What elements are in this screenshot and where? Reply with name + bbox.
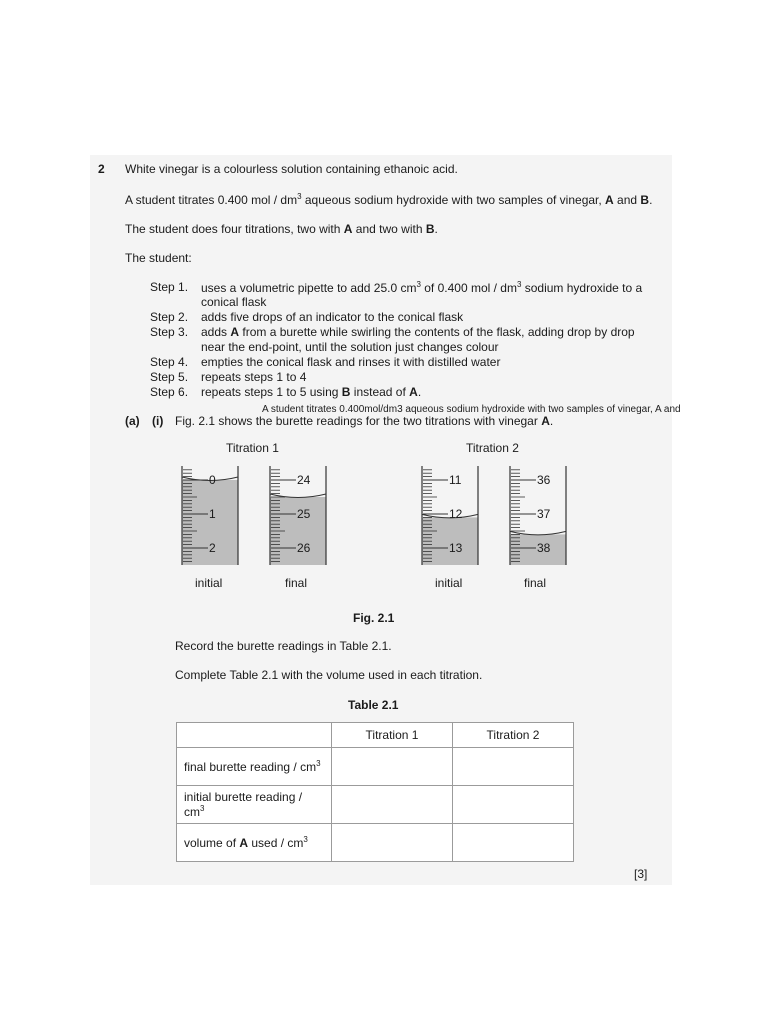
bold-b: B [341,385,351,399]
line-titrates-mid: aqueous sodium hydroxide with two samples of vinegar, [301,193,606,207]
bold-a: A [605,193,614,207]
burette-scale-label: 36 [537,473,551,487]
cell-final-titration-1[interactable] [332,748,453,786]
step-1-label: Step 1. [150,280,189,294]
step-2-text: adds five drops of an indicator to the conical flask [201,310,464,324]
step-4-text: empties the conical flask and rinses it with distilled water [201,355,501,369]
line3-mid: and two with [352,222,426,236]
row-label-text-post: used / cm [248,836,304,850]
cell-initial-titration-1[interactable] [332,786,453,824]
table-row [177,786,574,824]
part-text-pre: Fig. 2.1 shows the burette readings for the two titrations with vinegar [175,414,542,428]
the-student-label: The student: [125,251,192,265]
row-label-volume [177,824,332,862]
step-6-mid: instead of [350,385,410,399]
step-5-label: Step 5. [150,370,189,384]
step-3-post: from a burette while swirling the contents of the flask, adding drop by drop [239,325,635,339]
row-label-text: final burette reading / cm [184,760,317,774]
step-1-mid: of 0.400 mol / dm [420,281,517,295]
overlay-text: A student titrates 0.400mol/dm3 aqueous sodium hydroxide with two samples of vinegar, A and [262,404,681,415]
row-label-text: volume of [184,836,240,850]
step-6-pre: repeats steps 1 to 5 using [201,385,342,399]
table-row [177,824,574,862]
step-3-pre: adds [201,325,231,339]
titration-2-title: Titration 2 [466,441,519,455]
sup: 3 [297,192,302,201]
row-label-text: initial burette reading / cm [184,790,303,819]
step-1-end: sodium hydroxide to a [521,281,643,295]
burette-scale-label: 2 [209,541,216,555]
bold-b: B [425,222,435,236]
table-header-row [177,723,574,748]
question-number: 2 [98,162,105,176]
step-6-label: Step 6. [150,385,189,399]
period: . [417,385,422,399]
bold-a: A [230,325,240,339]
sup: 3 [316,759,321,768]
burette-scale-label: 38 [537,541,551,555]
burette-scale-label: 11 [449,473,462,487]
burette-scale-label: 12 [449,507,463,521]
table-2-1 [176,722,574,862]
sup: 3 [516,280,522,289]
period: . [549,414,554,428]
part-i-label: (i) [152,414,164,428]
table-header-titration-1: Titration 1 [332,723,453,748]
step-3-label: Step 3. [150,325,189,339]
complete-instruction: Complete Table 2.1 with the volume used in each titration. [175,668,483,682]
table-header-titration-2: Titration 2 [453,723,574,748]
figure-caption: Fig. 2.1 [353,611,395,625]
row-label-initial [177,786,332,824]
burette-scale-label: 13 [449,541,463,555]
sup: 3 [303,835,308,844]
bold-a: A [541,414,550,428]
step-5-text: repeats steps 1 to 4 [201,370,307,384]
bold-a: A [409,385,418,399]
step-1-line1: uses a volumetric pipette to add 25.0 cm [201,281,417,295]
table-row [177,748,574,786]
table-header-blank [177,723,332,748]
burette-scale-label: 26 [297,541,311,555]
cell-volume-titration-1[interactable] [332,824,453,862]
burette-scale-label: 1 [209,507,216,521]
cell-final-titration-2[interactable] [453,748,574,786]
step-4-label: Step 4. [150,355,189,369]
burette-scale-label: 24 [297,473,311,487]
table-caption: Table 2.1 [348,698,399,712]
step-1-line2: conical flask [201,295,267,309]
line3-pre: The student does four titrations, two with [125,222,344,236]
sup: 3 [416,280,421,289]
burette-2-caption: final [285,576,308,590]
line-titrates-pre: A student titrates 0.400 mol / dm [125,193,298,207]
burette-4-caption: final [524,576,547,590]
burette-scale-label: 37 [537,507,551,521]
and-text: and [613,193,641,207]
burette-3-caption: initial [435,576,463,590]
burette-scale-label: 0 [209,473,216,487]
titration-1-title: Titration 1 [226,441,279,455]
record-instruction: Record the burette readings in Table 2.1. [175,639,392,653]
row-label-final [177,748,332,786]
bold-a: A [343,222,353,236]
step-2-label: Step 2. [150,310,189,324]
period: . [649,193,653,207]
cell-initial-titration-2[interactable] [453,786,574,824]
step-3-line2: near the end-point, until the solution just changes colour [201,340,499,354]
burette-1-caption: initial [195,576,223,590]
burette-scale-label: 25 [297,507,311,521]
period: . [434,222,438,236]
bold-a: A [239,836,249,850]
cell-volume-titration-2[interactable] [453,824,574,862]
sup: 3 [200,804,205,813]
intro-text: White vinegar is a colourless solution containing ethanoic acid. [125,162,458,176]
bold-b: B [640,193,650,207]
marks-label: [3] [634,867,648,881]
part-a-label: (a) [125,414,140,428]
